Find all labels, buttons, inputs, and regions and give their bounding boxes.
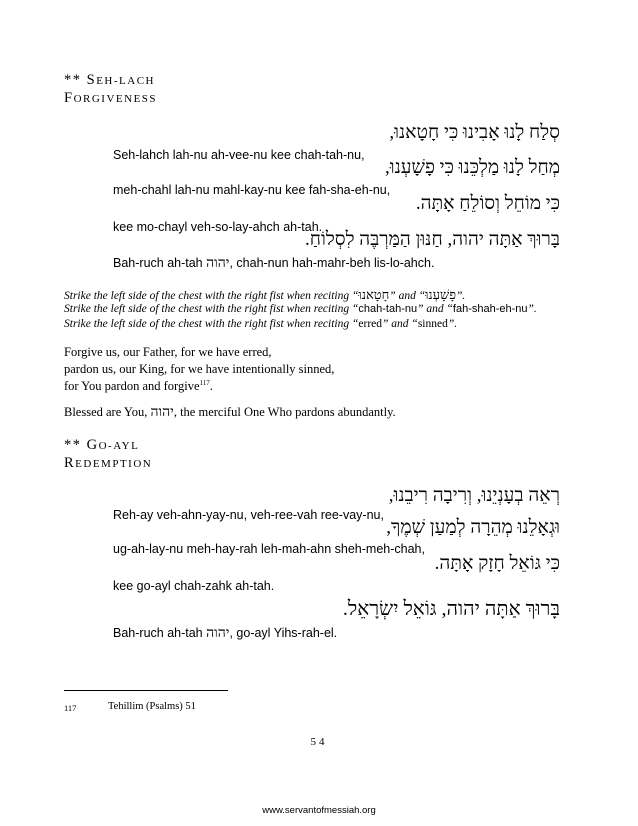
footnote-divider (64, 690, 228, 691)
footnote-number: 117 (64, 703, 77, 713)
section-title-forgiveness: FORGIVENESS (64, 90, 158, 106)
instruction-line: Strike the left side of the chest with the right fist when reciting “חָטָאנוּ” and “פָשָׁעְנוּ”. (64, 287, 466, 302)
divine-name: יהוה (206, 256, 230, 271)
hebrew-line: וּגְאָלֵנוּ מְהֵרָה לְמַעַן שְׁמֶךָ, (386, 517, 560, 538)
transliteration-line: Reh-ay veh-ahn-yay-nu, veh-ree-vah ree-vay-nu, (113, 508, 384, 522)
transliteration-line: Bah-ruch ah-tah יהוה, go-ayl Yihs-rah-el. (113, 626, 338, 641)
instruction-line: Strike the left side of the chest with the right fist when reciting “erred” and “sinned”. (64, 318, 458, 330)
footnote-reference[interactable]: 117 (199, 378, 210, 387)
section-marker: ** (64, 72, 87, 88)
hebrew-line: כִּי גּוֹאֵל חָזָק אָתָּה. (434, 553, 560, 574)
transliteration-line: kee go-ayl chah-zahk ah-tah. (113, 579, 275, 593)
section-title-redemption: REDEMPTION (64, 455, 153, 471)
footnote-text: Tehillim (Psalms) 51 (108, 701, 196, 712)
website-footer: www.servantofmessiah.org (262, 805, 376, 816)
translation-line: for You pardon and forgive$^{117}$. (64, 378, 213, 393)
section-title-sehlach: ** SEH-LACH (64, 72, 155, 88)
section-marker: ** (64, 437, 87, 453)
hebrew-line: רְאֵה בְעָנְיֵנוּ, וְרִיבָה רִיבֵנוּ, (388, 485, 560, 506)
blessing-translation: Blessed are You, יהוה, the merciful One Who pardons abundantly. (64, 405, 396, 420)
divine-name: יהוה (206, 626, 230, 641)
transliteration-line: meh-chahl lah-nu mahl-kay-nu kee fah-sha-eh-nu, (113, 183, 391, 197)
hebrew-line: כִּי מוֹחֵל וְסוֹלֵחַ אָתָּה. (415, 193, 560, 214)
transliteration-line: kee mo-chayl veh-so-lay-ahch ah-tah. (113, 220, 323, 234)
hebrew-line: בָּרוּךְ אַתָּה יהוה, חַנּוּן הַמַּרְבֶּה לִסְלוֹחַ. (305, 229, 560, 250)
hebrew-line: בָּרוּךְ אַתָּה יהוה, גּוֹאֵל יִשְׂרָאֵל. (342, 598, 560, 620)
transliteration-line: ug-ah-lay-nu meh-hay-rah leh-mah-ahn sheh-meh-chah, (113, 542, 425, 556)
transliteration-line: Bah-ruch ah-tah יהוה, chah-nun hah-mahr-beh lis-lo-ahch. (113, 256, 435, 271)
translation-line: pardon us, our King, for we have intentionally sinned, (64, 362, 335, 376)
instruction-line: Strike the left side of the chest with the right fist when reciting “chah-tah-nu” and “fah-shah-eh-nu”. (64, 303, 537, 315)
hebrew-line: סְלַח לָנוּ אָבִינוּ כִּי חָטָאנוּ, (389, 122, 560, 143)
page-number: 54 (310, 736, 328, 748)
section-title-goayl: ** GO-AYL (64, 437, 140, 453)
translation-line: Forgive us, our Father, for we have erred, (64, 345, 272, 359)
hebrew-line: מְחַל לָנוּ מַלְכֵּנוּ כִּי פָשָׁעְנוּ, (384, 157, 560, 178)
transliteration-line: Seh-lahch lah-nu ah-vee-nu kee chah-tah-nu, (113, 148, 365, 162)
divine-name: יהוה (150, 405, 174, 420)
